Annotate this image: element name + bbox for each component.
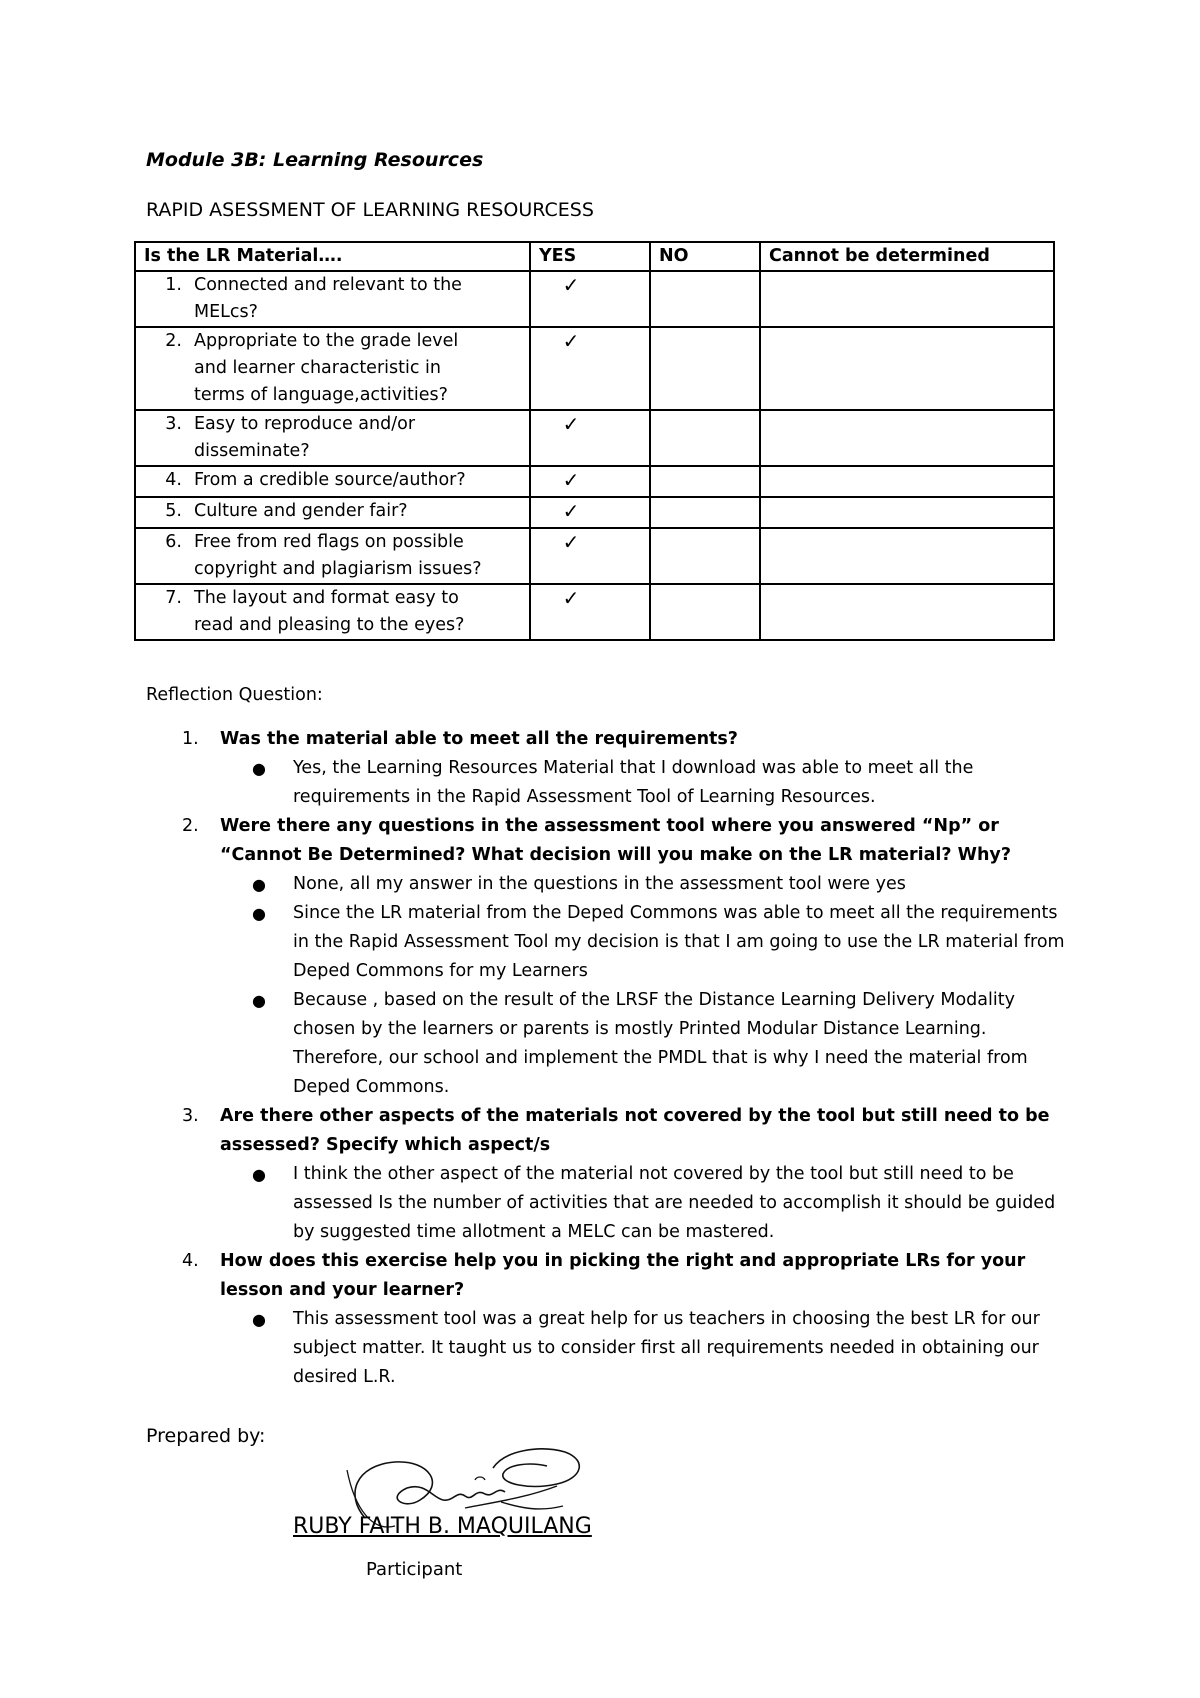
criteria-cell <box>135 497 530 528</box>
yes-cell <box>530 271 650 327</box>
criteria-number: 3. <box>165 414 182 434</box>
reflection-title: Reflection Question: <box>146 685 323 705</box>
table-row <box>135 584 1054 640</box>
question-item <box>146 725 1066 812</box>
check-icon: ✓ <box>562 329 580 353</box>
bullet-icon: ● <box>252 904 266 923</box>
bullet-icon: ● <box>252 875 266 894</box>
no-cell <box>650 410 760 466</box>
yes-cell <box>530 466 650 497</box>
table-row <box>135 528 1054 584</box>
assessment-table <box>134 241 1055 641</box>
signer-name: RUBY FAITH B. MAQUILANG <box>293 1514 592 1539</box>
criteria-number: 5. <box>165 501 182 521</box>
bullet-icon: ● <box>252 759 266 778</box>
question-number: 3. <box>182 1106 199 1126</box>
criteria-text: Culture and gender fair? <box>194 501 408 521</box>
answer-item <box>220 1160 1066 1247</box>
table-header-row <box>135 242 1054 271</box>
yes-cell <box>530 584 650 640</box>
question-item <box>146 1102 1066 1247</box>
answer-text: Since the LR material from the Deped Commons was able to meet all the requirements in the Rapid Assessment Tool my decision is that I am going to use the LR material from Deped Commons for my Learners <box>293 903 1065 981</box>
criteria-text: The layout and format easy to read and pleasing to the eyes? <box>194 588 465 635</box>
answer-list <box>220 1305 1066 1392</box>
header-yes: YES <box>530 242 650 271</box>
table-row <box>135 271 1054 327</box>
cannot-determine-cell <box>760 584 1054 640</box>
criteria-cell <box>135 466 530 497</box>
cannot-determine-cell <box>760 528 1054 584</box>
criteria-text: Connected and relevant to the MELcs? <box>194 275 462 322</box>
cannot-determine-cell <box>760 271 1054 327</box>
cannot-determine-cell <box>760 466 1054 497</box>
question-text: How does this exercise help you in picking the right and appropriate LRs for your lesson and your learner? <box>220 1251 1026 1300</box>
criteria-cell <box>135 528 530 584</box>
no-cell <box>650 584 760 640</box>
criteria-cell <box>135 410 530 466</box>
yes-cell <box>530 528 650 584</box>
answer-list <box>220 754 1066 812</box>
no-cell <box>650 466 760 497</box>
header-criteria: Is the LR Material…. <box>135 242 530 271</box>
criteria-text: From a credible source/author? <box>194 470 466 490</box>
header-cannot-be-determined: Cannot be determined <box>760 242 1054 271</box>
check-icon: ✓ <box>562 412 580 436</box>
no-cell <box>650 271 760 327</box>
check-icon: ✓ <box>562 530 580 554</box>
answer-text: Yes, the Learning Resources Material that I download was able to meet all the requirements in the Rapid Assessment Tool of Learning Resources. <box>293 758 974 807</box>
criteria-number: 1. <box>165 275 182 295</box>
module-title: Module 3B: Learning Resources <box>146 149 484 171</box>
answer-item <box>220 1305 1066 1392</box>
question-number: 2. <box>182 816 199 836</box>
table-row <box>135 410 1054 466</box>
question-number: 4. <box>182 1251 199 1271</box>
criteria-text: Free from red flags on possible copyright and plagiarism issues? <box>194 532 482 579</box>
answer-item <box>220 986 1066 1102</box>
answer-list <box>220 870 1066 1102</box>
bullet-icon: ● <box>252 1310 266 1329</box>
yes-cell <box>530 327 650 410</box>
signer-role: Participant <box>366 1559 463 1580</box>
answer-text: I think the other aspect of the material not covered by the tool but still need to be assessed Is the number of activities that are needed to accomplish it should be guided by suggested time allotment a MELC can be mastered. <box>293 1164 1056 1242</box>
check-icon: ✓ <box>562 586 580 610</box>
prepared-by-label: Prepared by: <box>146 1425 266 1447</box>
answer-item <box>220 899 1066 986</box>
table-row <box>135 327 1054 410</box>
criteria-number: 4. <box>165 470 182 490</box>
no-cell <box>650 528 760 584</box>
question-text: Was the material able to meet all the requirements? <box>220 729 738 749</box>
answer-item <box>220 870 1066 899</box>
answer-text: Because , based on the result of the LRSF the Distance Learning Delivery Modality chosen by the learners or parents is mostly Printed Modular Distance Learning. Therefore, our school and implement the PMDL that is why I need the material from Deped Commons. <box>293 990 1028 1097</box>
table-row <box>135 466 1054 497</box>
answer-list <box>220 1160 1066 1247</box>
question-item <box>146 812 1066 1102</box>
cannot-determine-cell <box>760 327 1054 410</box>
table-row <box>135 497 1054 528</box>
criteria-number: 2. <box>165 331 182 351</box>
question-text: Were there any questions in the assessment tool where you answered “Np” or “Cannot Be Determined? What decision will you make on the LR material? Why? <box>220 816 1011 865</box>
yes-cell <box>530 410 650 466</box>
answer-item <box>220 754 1066 812</box>
reflection-section <box>146 681 1066 1392</box>
header-no: NO <box>650 242 760 271</box>
answer-text: This assessment tool was a great help for us teachers in choosing the best LR for our subject matter. It taught us to consider first all requirements needed in obtaining our desired L.R. <box>293 1309 1040 1387</box>
question-number: 1. <box>182 729 199 749</box>
yes-cell <box>530 497 650 528</box>
cannot-determine-cell <box>760 410 1054 466</box>
criteria-cell <box>135 327 530 410</box>
document-subtitle: RAPID ASESSMENT OF LEARNING RESOURCESS <box>146 199 594 221</box>
criteria-cell <box>135 584 530 640</box>
check-icon: ✓ <box>562 499 580 523</box>
no-cell <box>650 327 760 410</box>
check-icon: ✓ <box>562 468 580 492</box>
question-list <box>146 725 1066 1392</box>
criteria-number: 6. <box>165 532 182 552</box>
bullet-icon: ● <box>252 991 266 1010</box>
check-icon: ✓ <box>562 273 580 297</box>
cannot-determine-cell <box>760 497 1054 528</box>
criteria-number: 7. <box>165 588 182 608</box>
no-cell <box>650 497 760 528</box>
question-item <box>146 1247 1066 1392</box>
answer-text: None, all my answer in the questions in the assessment tool were yes <box>293 874 906 894</box>
bullet-icon: ● <box>252 1165 266 1184</box>
question-text: Are there other aspects of the materials not covered by the tool but still need to be assessed? Specify which aspect/s <box>220 1106 1050 1155</box>
criteria-cell <box>135 271 530 327</box>
criteria-text: Easy to reproduce and/or disseminate? <box>194 414 416 461</box>
criteria-text: Appropriate to the grade level and learner characteristic in terms of language,activities? <box>194 331 459 405</box>
